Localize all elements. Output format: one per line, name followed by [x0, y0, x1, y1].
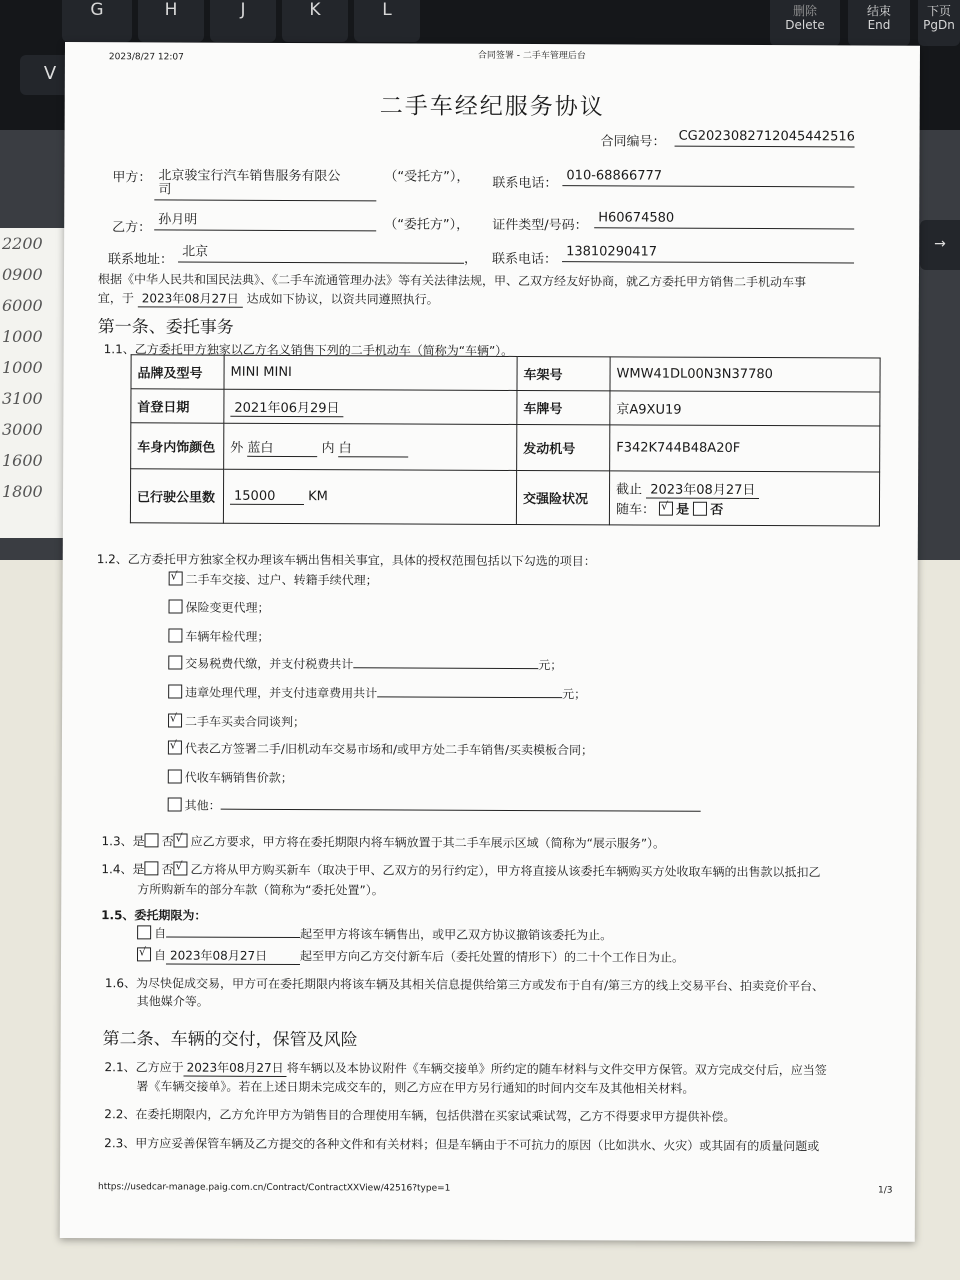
insurance-with-label: 随车： — [615, 502, 656, 518]
party-a-role: （“受托方”）， — [384, 169, 470, 185]
insurance-no-checkbox[interactable] — [693, 502, 707, 516]
term-option-1 — [137, 924, 612, 943]
option-4-suffix: 元； — [538, 658, 563, 673]
clause-1-6-cont: 其他媒介等。 — [136, 994, 209, 1009]
term-1-date-field[interactable] — [166, 924, 300, 938]
option-2-text: 保险变更代理； — [185, 600, 270, 615]
insurance-yes-label: 是 — [676, 502, 690, 518]
id-label: 证件类型/号码： — [492, 217, 588, 234]
reg-date-label: 首登日期 — [131, 389, 224, 423]
option-9-other-field[interactable] — [221, 797, 701, 812]
color-out-label: 外 — [230, 440, 244, 456]
note-line: 0900 — [2, 265, 43, 284]
clause-1-4-no: 否 — [161, 862, 174, 877]
clause-1-6: 1.6、为尽快促成交易，甲方可在委托期限内将该车辆及其相关信息提供给第三方或发布于自有/第三方的线上交易平台、拍卖竞价平台、 — [104, 976, 825, 994]
key-end — [848, 0, 910, 46]
insurance-with-row — [616, 498, 873, 518]
engine-value: F342K744B48A20F — [610, 425, 880, 472]
key-end-label: End — [867, 18, 891, 32]
color-cell — [224, 423, 517, 470]
print-datetime: 2023/8/27 12:07 — [108, 52, 184, 63]
term-2-checkbox[interactable] — [137, 947, 151, 961]
address-comma: ， — [464, 251, 478, 267]
key-h: H — [138, 0, 204, 42]
key-k: K — [282, 0, 348, 42]
clause-2-1-prefix: 2.1、乙方应于 — [104, 1060, 184, 1075]
term-1-checkbox[interactable] — [137, 925, 151, 939]
article-2-title: 第二条、车辆的交付，保管及风险 — [102, 1029, 358, 1051]
term-1-from: 自 — [154, 926, 167, 941]
preamble-date: 2023年08月27日 — [138, 289, 243, 307]
party-b-phone-label: 联系电话： — [492, 251, 558, 268]
option-8 — [168, 768, 293, 786]
note-line: 1000 — [2, 327, 43, 346]
term-2-from: 自 — [153, 948, 167, 963]
option-1-text: 二手车交接、过户、转籍手续代理； — [185, 572, 378, 588]
key-pgdn-label: PgDn — [923, 18, 955, 32]
plate-label: 车牌号 — [517, 390, 610, 424]
print-site-title: 合同签署 - 二手车管理后台 — [477, 50, 586, 62]
clause-2-1-text: 将车辆以及本协议附件《车辆交接单》所约定的随车材料与文件交甲方保管。双方完成交付后，应当签 — [286, 1060, 827, 1078]
clause-1-3-no: 否 — [161, 834, 174, 849]
note-line: 2200 — [2, 234, 43, 253]
party-b-label: 乙方： — [112, 220, 152, 236]
clause-1-3-yes: 1.3、是 — [101, 834, 145, 849]
clause-1-2: 1.2、乙方委托甲方独家全权办理该车辆出售相关事宜，具体的授权范围包括以下勾选的项目： — [96, 552, 596, 569]
mileage-value: 15000 — [230, 488, 304, 504]
clause-1-4-text: 乙方将从甲方购买新车（取决于甲、乙双方的另行约定），甲方将直接从该委托车辆购买方处收取车辆的出售款以抵扣乙 — [190, 862, 821, 880]
option-4 — [168, 654, 562, 673]
vin-value: WMW41DL00N3N37780 — [610, 357, 880, 392]
key-v: V — [20, 55, 80, 95]
option-7-text: 代表乙方签署二手/旧机动车交易市场和/或甲方处二手车销售/买卖模板合同； — [184, 741, 594, 758]
insurance-until-label: 截止 — [616, 482, 643, 498]
option-2-checkbox[interactable] — [169, 599, 183, 613]
party-a-phone-label: 联系电话： — [492, 175, 558, 192]
key-g: G — [62, 0, 132, 42]
option-5-suffix: 元； — [562, 687, 587, 702]
key-arrow-right: → — [920, 220, 960, 270]
insurance-yes-checkbox[interactable] — [659, 502, 673, 516]
clause-1-3-yes-checkbox[interactable] — [145, 833, 159, 847]
option-5 — [168, 683, 586, 702]
id-value: H60674580 — [594, 210, 854, 229]
key-l: L — [354, 0, 420, 42]
option-5-checkbox[interactable] — [168, 684, 182, 698]
party-a-phone: 010-68866777 — [562, 168, 854, 187]
option-7 — [168, 739, 593, 758]
plate-value: 京A9XU19 — [610, 391, 880, 426]
option-4-amount-field[interactable] — [353, 655, 538, 669]
clause-1-5: 1.5、委托期限为： — [101, 908, 207, 923]
note-line: 1600 — [2, 451, 43, 470]
term-option-2 — [137, 946, 684, 966]
clause-1-4-yes: 1.4、是 — [101, 862, 145, 877]
mileage-label: 已行驶公里数 — [130, 469, 223, 523]
clause-1-3 — [101, 832, 665, 851]
clause-1-4-no-checkbox[interactable] — [173, 861, 187, 875]
article-1-title: 第一条、委托事务 — [97, 317, 234, 338]
option-2 — [168, 598, 269, 615]
option-9-text: 其他： — [184, 798, 221, 813]
key-end-top: 结束 — [866, 4, 891, 18]
brand-value: MINI MINI — [224, 355, 517, 390]
contract-no-label: 合同编号： — [600, 134, 666, 150]
clause-1-3-text: 应乙方要求，甲方将在委托期限内将车辆放置于其二手车展示区域（简称为“展示服务”）。 — [190, 834, 666, 851]
note-line: 3000 — [2, 420, 43, 439]
option-8-checkbox[interactable] — [168, 769, 182, 783]
key-pgdn — [918, 0, 960, 46]
option-5-amount-field[interactable] — [377, 684, 562, 698]
insurance-until-date: 2023年08月27日 — [646, 479, 759, 499]
address-label: 联系地址： — [108, 252, 174, 268]
party-a-label: 甲方： — [112, 170, 152, 186]
preamble-suffix: 达成如下协议，以资共同遵照执行。 — [246, 291, 439, 307]
clause-2-1-date: 2023年08月27日 — [184, 1059, 287, 1077]
option-4-checkbox[interactable] — [168, 655, 182, 669]
key-delete-top: 删除 — [792, 4, 817, 18]
option-6-text: 二手车买卖合同谈判； — [185, 714, 306, 730]
option-5-text: 违章处理代理，并支付违章费用共计 — [185, 685, 378, 701]
footer-url: https://usedcar-manage.paig.com.cn/Contract/ContractXXView/42516?type=1 — [97, 1182, 451, 1194]
contract-page — [60, 42, 920, 1242]
party-b-role: （“委托方”）， — [384, 217, 470, 233]
key-delete-label: Delete — [785, 18, 825, 32]
engine-label: 发动机号 — [517, 424, 610, 470]
clause-1-3-no-checkbox[interactable] — [174, 833, 188, 847]
clause-2-1 — [104, 1058, 826, 1079]
note-line: 1000 — [2, 358, 43, 377]
option-1 — [169, 570, 378, 588]
insurance-no-label: 否 — [710, 502, 724, 518]
key-delete — [770, 0, 840, 46]
mileage-cell — [223, 469, 516, 524]
preamble-prefix: 宜，于 — [97, 291, 134, 306]
option-6-checkbox[interactable] — [168, 713, 182, 727]
mileage-unit: KM — [308, 488, 328, 504]
key-j: J — [210, 0, 276, 42]
clause-1-1: 1.1、乙方委托甲方独家以乙方名义销售下列的二手机动车（简称为“车辆”）。 — [103, 342, 514, 358]
reg-date-cell — [224, 389, 517, 424]
option-4-text: 交易税费代缴，并支付税费共计 — [185, 656, 354, 672]
key-pgdn-top: 下页 — [926, 4, 951, 18]
insurance-cell — [609, 471, 879, 526]
clause-1-4-yes-checkbox[interactable] — [144, 861, 158, 875]
address-value: 北京 — [178, 244, 464, 263]
term-2-date: 2023年08月27日 — [166, 946, 300, 965]
footer-page: 1/3 — [877, 1185, 893, 1196]
contract-no: CG2023082712045442516 — [675, 129, 855, 148]
color-label: 车身内饰颜色 — [131, 423, 224, 469]
note-line: 6000 — [2, 296, 43, 315]
party-b-name: 孙月明 — [154, 212, 376, 231]
clause-2-2: 2.2、在委托期限内，乙方允许甲方为销售目的合理使用车辆，包括供潜在买家试乘试驾，乙方不得要求甲方提供补偿。 — [104, 1107, 736, 1124]
term-2-text: 起至甲方向乙方交付新车后（委托处置的情形下）的二十个工作日为止。 — [299, 949, 685, 965]
preamble-line2 — [98, 289, 439, 308]
option-8-text: 代收车辆销售价款； — [184, 770, 293, 786]
option-3-checkbox[interactable] — [168, 628, 182, 642]
note-line: 3100 — [2, 389, 43, 408]
option-9 — [168, 796, 701, 815]
clause-2-3: 2.3、甲方应妥善保管车辆及乙方提交的各种文件和有关材料；但是车辆由于不可抗力的原因（比如洪水、火灾）或其固有的质量问题或 — [104, 1136, 820, 1154]
insurance-label: 交强险状况 — [516, 470, 609, 524]
note-line: 1800 — [2, 482, 43, 501]
option-3 — [168, 627, 269, 644]
reg-date-value: 2021年06月29日 — [230, 396, 343, 416]
color-in-label: 内 — [321, 440, 335, 456]
color-out-value: 蓝白 — [247, 436, 317, 456]
option-1-checkbox[interactable] — [169, 571, 183, 585]
party-b-phone: 13810290417 — [562, 244, 854, 263]
party-a-name-line2: 司 — [154, 182, 376, 201]
contract-title: 二手车经纪服务协议 — [379, 93, 605, 121]
term-1-text: 起至甲方将该车辆售出，或甲乙双方协议撤销该委托为止。 — [300, 927, 613, 943]
option-3-text: 车辆年检代理； — [185, 629, 270, 644]
insurance-until-row — [616, 478, 873, 499]
option-9-checkbox[interactable] — [168, 797, 182, 811]
party-a-name-line1: 北京骏宝行汽车销售服务有限公 — [158, 168, 341, 185]
clause-1-4 — [101, 860, 820, 880]
clause-2-1-cont: 署《车辆交接单》。若在上述日期未完成交车的，则乙方应在甲方另行通知的时间内交车及其他相关材料。 — [136, 1079, 695, 1096]
clause-1-4-cont: 方所购新车的部分车款（简称为“委托处置”）。 — [137, 882, 384, 898]
option-7-checkbox[interactable] — [168, 740, 182, 754]
brand-label: 品牌及型号 — [131, 355, 224, 389]
option-6 — [168, 712, 305, 730]
vehicle-info-table — [130, 354, 881, 526]
preamble-line1: 根据《中华人民共和国民法典》、《二手车流通管理办法》等有关法律法规，甲、乙双方经友好协商，就乙方委托甲方销售二手机动车事 — [97, 272, 807, 290]
vin-label: 车架号 — [517, 356, 610, 390]
color-in-value: 白 — [339, 437, 409, 457]
